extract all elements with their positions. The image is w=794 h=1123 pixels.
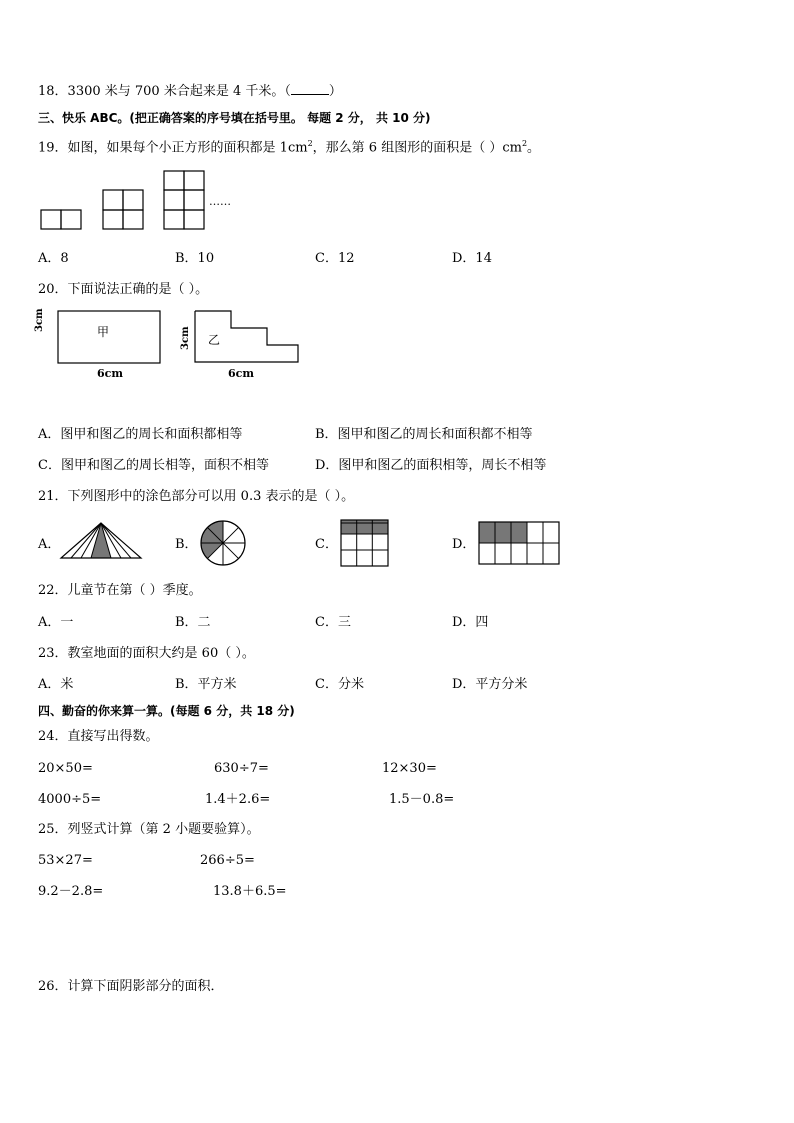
jia-height-label: 3cm — [34, 308, 45, 332]
q25-item-3: 9.2－2.8= — [38, 884, 104, 899]
q23-option-b[interactable]: B．平方米 — [175, 677, 237, 692]
q19-sup2: 2 — [521, 139, 528, 148]
q23-text: 23．教室地面的面积大约是 60（ ）。 — [38, 646, 255, 661]
q19-option-a[interactable]: A．8 — [38, 251, 69, 266]
q23-option-d[interactable]: D．平方分米 — [452, 677, 528, 692]
jia-label: 甲 — [97, 325, 110, 339]
q22-text: 22．儿童节在第（ ）季度。 — [38, 583, 202, 598]
q22-option-b[interactable]: B．二 — [175, 615, 211, 630]
triangle-shaded-part — [91, 523, 111, 558]
jia-width-label: 6cm — [97, 367, 123, 380]
q21-option-d-label[interactable]: D． — [452, 537, 476, 552]
q21-grid-c — [340, 519, 390, 569]
q19-option-b[interactable]: B．10 — [175, 251, 215, 266]
q21-triangle — [60, 522, 142, 562]
q23-option-c[interactable]: C．分米 — [315, 677, 364, 692]
q25-item-1: 53×27= — [38, 853, 93, 868]
q20-option-d[interactable]: D．图甲和图乙的面积相等，周长不相等 — [315, 458, 547, 473]
yi-label: 乙 — [208, 333, 221, 347]
q19-sup: 2 — [307, 139, 313, 148]
q24-item-5: 1.4＋2.6= — [205, 792, 271, 807]
yi-width-label: 6cm — [228, 367, 254, 380]
q24-item-1: 20×50= — [38, 761, 93, 776]
q25-text: 25．列竖式计算（第 2 小题要验算）。 — [38, 822, 260, 837]
q19-text-b: ，那么第 6 组图形的面积是（ ）cm — [312, 140, 522, 156]
q18-answer-blank[interactable] — [291, 82, 329, 95]
q19-group-2 — [103, 190, 143, 229]
q20-option-b[interactable]: B．图甲和图乙的周长和面积都不相等 — [315, 427, 533, 442]
q19-option-d[interactable]: D．14 — [452, 251, 492, 266]
q18-close: ） — [328, 84, 342, 99]
q21-text: 21．下列图形中的涂色部分可以用 0.3 表示的是（ ）。 — [38, 489, 355, 504]
q19-text-a: 19．如图，如果每个小正方形的面积都是 1cm — [38, 140, 308, 156]
q21-circle — [200, 520, 248, 568]
q22-option-c[interactable]: C．三 — [315, 615, 351, 630]
q24-item-3: 12×30= — [382, 761, 437, 776]
q22-option-a[interactable]: A．一 — [38, 615, 74, 630]
q25-item-4: 13.8＋6.5= — [213, 884, 287, 899]
q21-option-a-label[interactable]: A． — [38, 537, 61, 552]
q24-text: 24．直接写出得数。 — [38, 729, 159, 744]
q18-line — [38, 82, 342, 100]
q21-option-b-label[interactable]: B． — [175, 537, 198, 552]
section3-title: 三、快乐 ABC。(把正确答案的序号填在括号里。 每题 2 分， 共 10 分) — [38, 111, 431, 125]
q20-option-c[interactable]: C．图甲和图乙的周长相等，面积不相等 — [38, 458, 269, 473]
q21-option-c-label[interactable]: C． — [315, 537, 338, 552]
q23-option-a[interactable]: A．米 — [38, 677, 74, 692]
section4-title: 四、勤奋的你来算一算。(每题 6 分，共 18 分) — [38, 704, 295, 718]
q22-option-d[interactable]: D．四 — [452, 615, 489, 630]
q24-item-6: 1.5－0.8= — [389, 792, 455, 807]
q24-item-4: 4000÷5= — [38, 792, 102, 807]
q19-text-c: 。 — [527, 140, 541, 156]
yi-height-label: 3cm — [180, 326, 191, 350]
q25-item-2: 266÷5= — [200, 853, 255, 868]
q19-option-c[interactable]: C．12 — [315, 251, 355, 266]
q19-line — [38, 136, 540, 156]
q21-grid-d — [478, 521, 562, 567]
q20-text: 20．下面说法正确的是（ ）。 — [38, 282, 209, 297]
q26-text: 26．计算下面阴影部分的面积． — [38, 979, 224, 994]
q24-item-2: 630÷7= — [214, 761, 269, 776]
q19-ellipsis: …… — [209, 195, 231, 208]
q18-text: 18．3300 米与 700 米合起来是 4 千米。（ — [38, 84, 291, 99]
q19-group-1 — [41, 210, 81, 229]
q20-option-a[interactable]: A．图甲和图乙的周长和面积都相等 — [38, 427, 243, 442]
q19-group-3 — [164, 171, 204, 229]
